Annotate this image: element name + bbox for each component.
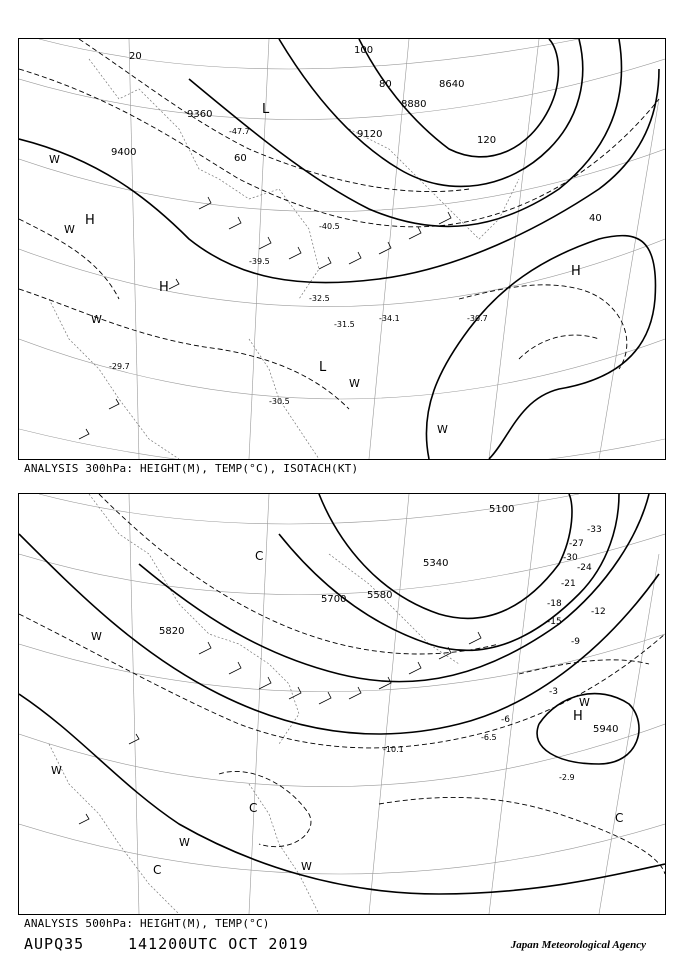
isotherm-label: -18 <box>547 599 562 609</box>
isotherm-label: -9 <box>571 637 580 647</box>
height-label: 9360 <box>187 109 213 120</box>
isotach-label: 40 <box>589 213 602 224</box>
height-label: 8640 <box>439 79 465 90</box>
height-label: 5700 <box>321 594 347 605</box>
temp-label: -10.1 <box>383 745 404 754</box>
height-label: 5340 <box>423 558 449 569</box>
temp-label: -34.1 <box>379 314 400 323</box>
wind-marker: W <box>301 860 312 873</box>
height-label: 9400 <box>111 147 137 158</box>
height-label: 5100 <box>489 504 515 515</box>
isotherm-label: -21 <box>561 579 576 589</box>
wind-marker: W <box>91 313 102 326</box>
map-500hpa-canvas <box>19 494 665 914</box>
pressure-center-H: H <box>159 280 169 295</box>
temp-label: -32.5 <box>309 294 330 303</box>
isotherm-label: -6 <box>501 715 510 725</box>
map-300hpa-caption: ANALYSIS 300hPa: HEIGHT(M), TEMP(°C), ISOTACH(KT) <box>24 462 359 475</box>
height-contours <box>19 39 659 459</box>
temp-label: -30.7 <box>467 314 488 323</box>
height-label: 8880 <box>401 99 427 110</box>
isotach-label: 120 <box>477 135 497 146</box>
isotherms <box>19 494 665 874</box>
graticule <box>19 39 665 459</box>
wind-marker: W <box>179 836 190 849</box>
valid-time: 141200UTC OCT 2019 <box>128 935 309 953</box>
wind-marker: W <box>51 764 62 777</box>
isotherm-label: -27 <box>569 539 584 549</box>
temp-label: -2.9 <box>559 773 575 782</box>
wind-marker: W <box>349 377 360 390</box>
isotach-label: 20 <box>129 51 142 62</box>
height-label: 5580 <box>367 590 393 601</box>
wind-marker: W <box>91 630 102 643</box>
height-label: 9120 <box>357 129 383 140</box>
pressure-center-L: L <box>319 360 327 375</box>
temp-label: -6.5 <box>481 733 497 742</box>
temp-label: -30.5 <box>269 397 290 406</box>
map-500hpa <box>18 493 666 915</box>
isotherm-label: -33 <box>587 525 602 535</box>
temp-label: -39.5 <box>249 257 270 266</box>
map-300hpa-canvas <box>19 39 665 459</box>
isotach-label: 60 <box>234 153 247 164</box>
isotach-label: 80 <box>379 79 392 90</box>
chart-id: AUPQ35 <box>24 935 85 953</box>
temp-label: -40.5 <box>319 222 340 231</box>
isotherm-label: -15 <box>547 617 562 627</box>
height-label: 5820 <box>159 626 185 637</box>
wind-marker: W <box>64 223 75 236</box>
map-300hpa <box>18 38 666 460</box>
pressure-center-H: H <box>85 213 95 228</box>
isotherm-label: -24 <box>577 563 592 573</box>
pressure-center-C: C <box>615 811 624 825</box>
pressure-center-H: H <box>573 709 583 724</box>
pressure-center-H: H <box>571 264 581 279</box>
agency-name: Japan Meteorological Agency <box>510 939 646 951</box>
coastlines <box>49 494 459 914</box>
height-label: 5940 <box>593 724 619 735</box>
wind-marker: W <box>49 153 60 166</box>
isotach-label: 100 <box>354 45 374 56</box>
wind-marker: W <box>437 423 448 436</box>
temp-label: -29.7 <box>109 362 130 371</box>
wind-marker: W <box>579 696 590 709</box>
pressure-center-C: C <box>153 863 162 877</box>
map-500hpa-caption: ANALYSIS 500hPa: HEIGHT(M), TEMP(°C) <box>24 917 270 930</box>
isotherm-label: -3 <box>549 687 558 697</box>
temp-label: -47.7 <box>229 127 250 136</box>
pressure-center-C: C <box>249 801 258 815</box>
temp-label: -31.5 <box>334 320 355 329</box>
isotherm-label: -30 <box>563 553 578 563</box>
isotherm-label: -12 <box>591 607 606 617</box>
pressure-center-L: L <box>262 102 270 117</box>
pressure-center-C: C <box>255 549 264 563</box>
